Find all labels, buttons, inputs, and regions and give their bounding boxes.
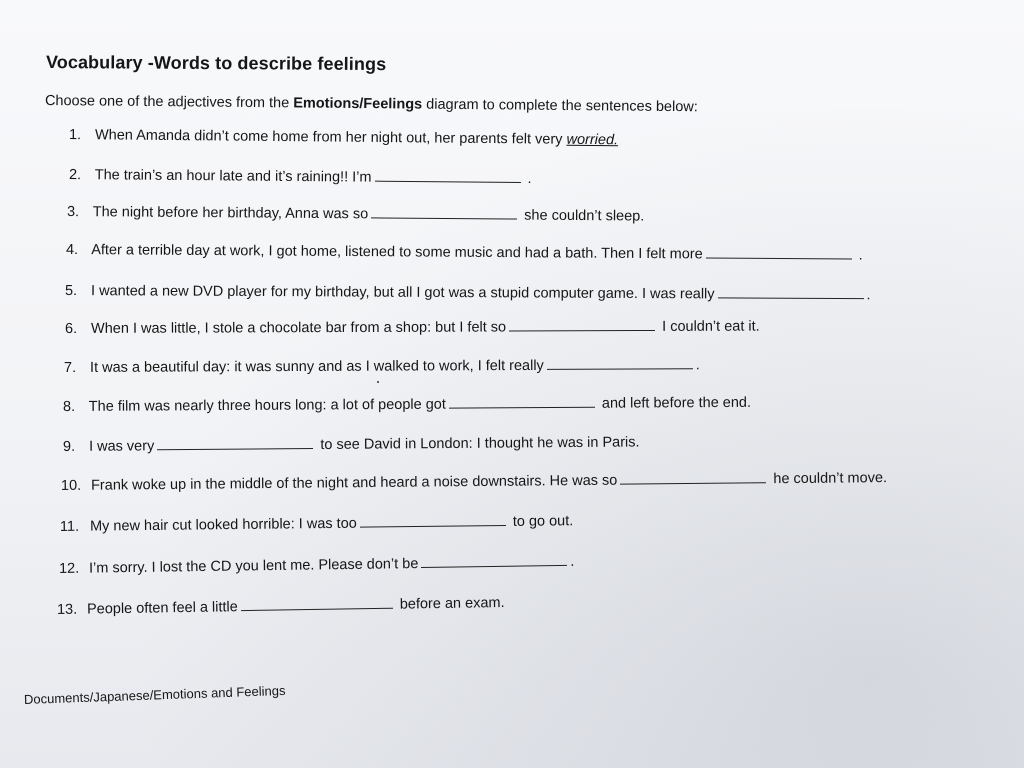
- question-text-before: My new hair cut looked horrible: I was too: [89, 515, 357, 535]
- question-number: 12.: [58, 560, 80, 577]
- question-number: 3.: [66, 204, 80, 221]
- question-9: [63, 433, 640, 455]
- instructions-text-after: diagram to complete the sentences below:: [422, 96, 698, 116]
- question-text-after: to see David in London: I thought he was in Paris.: [316, 434, 640, 454]
- question-number: 4.: [65, 242, 79, 259]
- answer-blank[interactable]: [360, 513, 506, 528]
- question-2: [69, 166, 532, 187]
- answer-blank[interactable]: [620, 470, 766, 484]
- question-number: 7.: [63, 359, 77, 376]
- document-path-footer: Documents/Japanese/Emotions and Feelings: [23, 682, 286, 707]
- question-text-before: The train’s an hour late and it’s raining!! I’m: [94, 167, 372, 186]
- question-text-after: .: [866, 287, 871, 304]
- question-text-after: .: [695, 357, 700, 374]
- page-title: Vocabulary -Words to describe feelings: [45, 52, 387, 75]
- instructions: [45, 93, 698, 115]
- instructions-text-before: Choose one of the adjectives from the: [44, 93, 294, 112]
- question-number: 2.: [68, 167, 82, 184]
- question-4: [66, 241, 863, 264]
- question-6: [65, 318, 760, 337]
- answer-blank[interactable]: [421, 553, 567, 568]
- answer-blank[interactable]: [509, 318, 655, 332]
- question-number: 10.: [60, 477, 82, 494]
- question-text-before: When Amanda didn’t come home from her night out, her parents felt very: [94, 127, 567, 148]
- question-text-before: When I was little, I stole a chocolate bar from a shop: but I felt so: [91, 319, 507, 337]
- example-answer: worried.: [566, 131, 619, 149]
- question-number: 8.: [62, 398, 76, 415]
- answer-blank[interactable]: [157, 436, 313, 450]
- answer-blank[interactable]: [547, 356, 693, 370]
- question-3: [67, 203, 644, 225]
- question-text-after: I couldn’t eat it.: [658, 318, 760, 335]
- answer-blank[interactable]: [241, 596, 393, 611]
- question-number: 9.: [62, 438, 76, 455]
- answer-blank[interactable]: [706, 245, 852, 259]
- question-text-before: The film was nearly three hours long: a lot of people got: [88, 396, 446, 415]
- question-text-before: Frank woke up in the middle of the night and heard a noise downstairs. He was so: [90, 472, 618, 494]
- question-text-after: she couldn’t sleep.: [520, 207, 645, 225]
- question-number: 13.: [56, 601, 78, 618]
- answer-blank[interactable]: [374, 169, 520, 183]
- question-number: 1.: [68, 127, 82, 144]
- question-text-after: and left before the end.: [597, 394, 752, 412]
- ink-speck: [377, 381, 379, 383]
- question-text-after: he couldn’t move.: [769, 470, 888, 488]
- question-13: [57, 594, 505, 618]
- question-text-before: I wanted a new DVD player for my birthday, but all I got was a stupid computer game. I was really: [90, 283, 715, 303]
- question-number: 5.: [64, 283, 78, 300]
- question-text-after: .: [570, 553, 575, 570]
- question-text-before: After a terrible day at work, I got home, listened to some music and had a bath. Then I felt more: [91, 242, 703, 263]
- question-number: 11.: [59, 518, 80, 535]
- question-text-after: to go out.: [508, 513, 574, 530]
- question-text-before: It was a beautiful day: it was sunny and as I walked to work, I felt really: [89, 357, 544, 376]
- instructions-bold-term: Emotions/Feelings: [293, 95, 423, 113]
- question-text-before: People often feel a little: [86, 599, 238, 618]
- question-1: [69, 127, 618, 148]
- question-text-after: .: [854, 247, 863, 264]
- question-10: [61, 469, 887, 494]
- answer-blank[interactable]: [371, 205, 517, 219]
- question-7: [64, 356, 700, 376]
- question-11: [60, 512, 573, 535]
- answer-blank[interactable]: [718, 285, 864, 299]
- question-number: 6.: [64, 320, 78, 337]
- answer-blank[interactable]: [449, 395, 595, 409]
- question-text-before: The night before her birthday, Anna was so: [92, 204, 369, 223]
- question-text-after: .: [523, 170, 532, 188]
- question-text-before: I was very: [88, 438, 155, 455]
- question-8: [63, 394, 751, 415]
- question-text-after: before an exam.: [395, 594, 505, 613]
- question-12: [59, 553, 575, 577]
- question-5: [65, 282, 871, 303]
- question-text-before: I’m sorry. I lost the CD you lent me. Please don’t be: [88, 555, 419, 577]
